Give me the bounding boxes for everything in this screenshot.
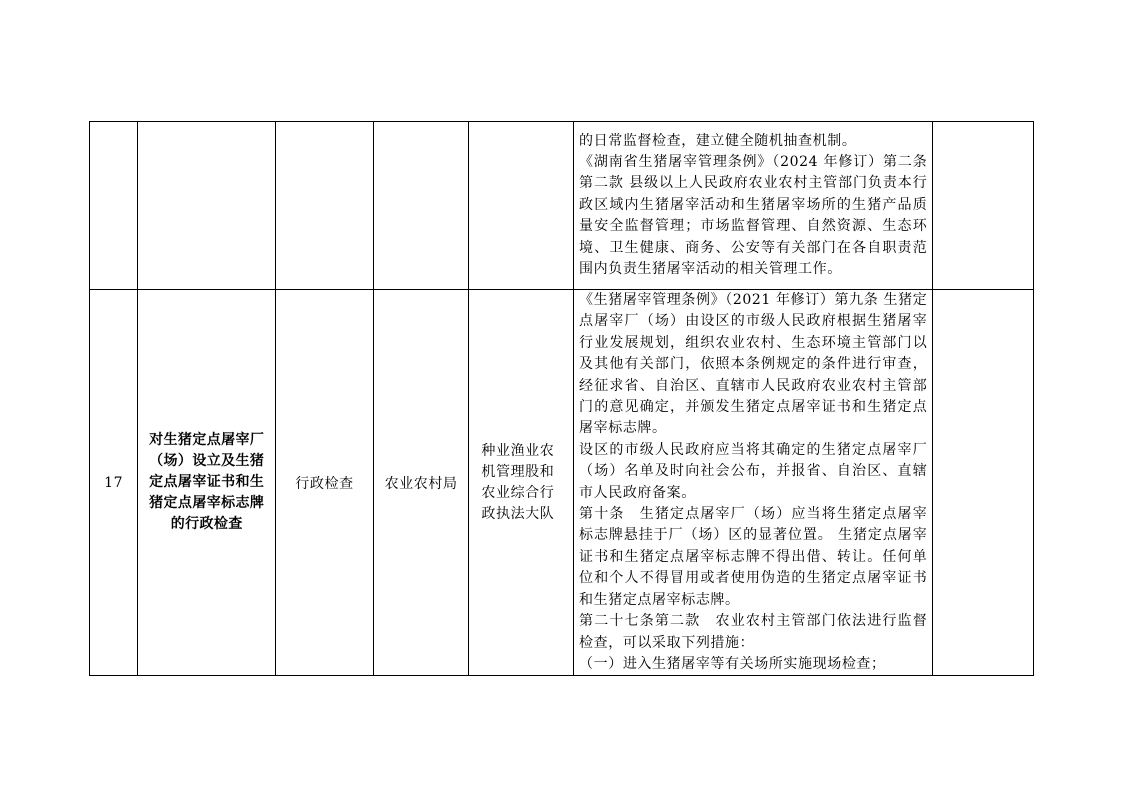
item-number-cell: 17 — [90, 290, 138, 676]
department-text: 种业渔业农机管理股和农业综合行政执法大队 — [481, 442, 555, 522]
item-name-cell — [138, 290, 276, 676]
table-row — [90, 122, 1034, 290]
inspection-table — [89, 121, 1034, 676]
note-cell — [933, 122, 1034, 290]
department-cell — [469, 290, 574, 676]
legal-basis-cell — [574, 290, 933, 676]
check-type-cell — [276, 122, 374, 290]
basis-paragraph: 《生猪屠宰管理条例》（2021 年修订）第九条 生猪定点屠宰厂（场）由设区的市级人民政府根据生猪屠宰行业发展规划，组织农业农村、生态环境主管部门以及其他有关部门，依照本条例规定的条件进行审查，经征求省、自治区、直辖市人民政府农业农村主管部门的意见确定，并颁发生猪定点屠宰证书和生猪定点屠宰标志牌。 — [579, 292, 928, 437]
basis-paragraph: （一）进入生猪屠宰等有关场所实施现场检查； — [579, 655, 886, 672]
item-number-cell — [90, 122, 138, 290]
basis-paragraph: 第十条 生猪定点屠宰厂（场）应当将生猪定点屠宰标志牌悬挂于厂（场）区的显著位置。 生猪定点屠宰证书和生猪定点屠宰标志牌不得出借、转让。任何单位和个人不得冒用或者使用伪造的生猪定点屠宰证书和生猪定点屠宰标志牌。 — [579, 506, 928, 608]
note-cell — [933, 290, 1034, 676]
item-name-text: 对生猪定点屠宰厂（场）设立及生猪定点屠宰证书和生猪定点屠宰标志牌的行政检查 — [149, 432, 265, 533]
basis-paragraph: 第二十七条第二款 农业农村主管部门依法进行监督检查，可以采取下列措施： — [579, 613, 928, 651]
check-type-cell: 行政检查 — [276, 290, 374, 676]
legal-basis-text — [574, 290, 932, 675]
table-row — [90, 290, 1034, 676]
organ-cell: 农业农村局 — [373, 290, 469, 676]
organ-cell — [373, 122, 469, 290]
legal-basis-text — [574, 131, 932, 281]
department-cell — [469, 122, 574, 290]
item-name-cell — [138, 122, 276, 290]
basis-paragraph: 设区的市级人民政府应当将其确定的生猪定点屠宰厂（场）名单及时向社会公布，并报省、自治区、直辖市人民政府备案。 — [579, 441, 928, 501]
basis-paragraph: 的日常监督检查，建立健全随机抽查机制。 — [579, 132, 857, 149]
basis-paragraph: 《湖南省生猪屠宰管理条例》（2024 年修订）第二条第二款 县级以上人民政府农业农村主管部门负责本行政区域内生猪屠宰活动和生猪屠宰场所的生猪产品质量安全监督管理；市场监督管理、自然资源、生态环境、卫生健康、商务、公安等有关部门在各自职责范围内负责生猪屠宰活动的相关管理工作。 — [579, 153, 928, 278]
legal-basis-cell — [574, 122, 933, 290]
